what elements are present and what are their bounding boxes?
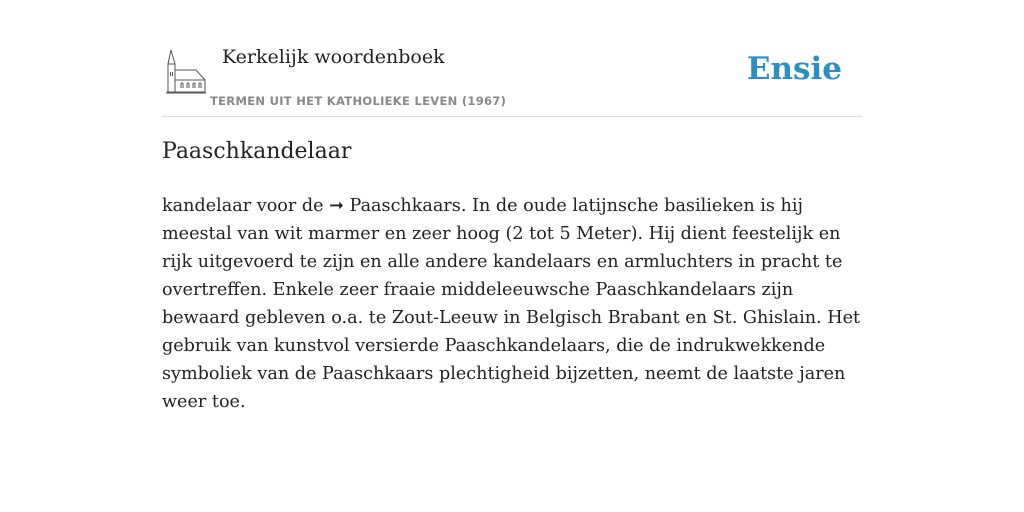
arrow-right-icon: ➞	[329, 196, 344, 216]
entry-body	[162, 192, 862, 416]
site-subtitle: TERMEN UIT HET KATHOLIEKE LEVEN (1967)	[210, 94, 507, 108]
cross-reference-link[interactable]: Paaschkaars	[349, 196, 461, 216]
entry-body-intro: kandelaar voor de	[162, 196, 330, 216]
ensie-logo[interactable]: Ensie	[746, 51, 842, 87]
site-title[interactable]: Kerkelijk woordenboek	[222, 46, 445, 68]
entry-title: Paaschkandelaar	[162, 139, 352, 164]
entry-body-text: . In de oude latijnsche basilieken is hij meestal van wit marmer en zeer hoog (2 tot 5 Meter). Hij dient feestelijk en rijk uitgevoerd te zijn en alle andere kandelaars en armluchters in pracht te overtreffen. Enkele zeer fraaie middeleeuwsche Paaschkandelaars zijn bewaard gebleven o.a. te Zout-Leeuw in Belgisch Brabant en St. Ghislain. Het gebruik van kunstvol versierde Paaschkandelaars, die de indrukwekkende symboliek van de Paaschkaars plechtigheid bijzetten, neemt de laatste jaren weer toe.	[162, 196, 861, 412]
page-header	[162, 40, 862, 117]
church-icon	[166, 50, 206, 94]
